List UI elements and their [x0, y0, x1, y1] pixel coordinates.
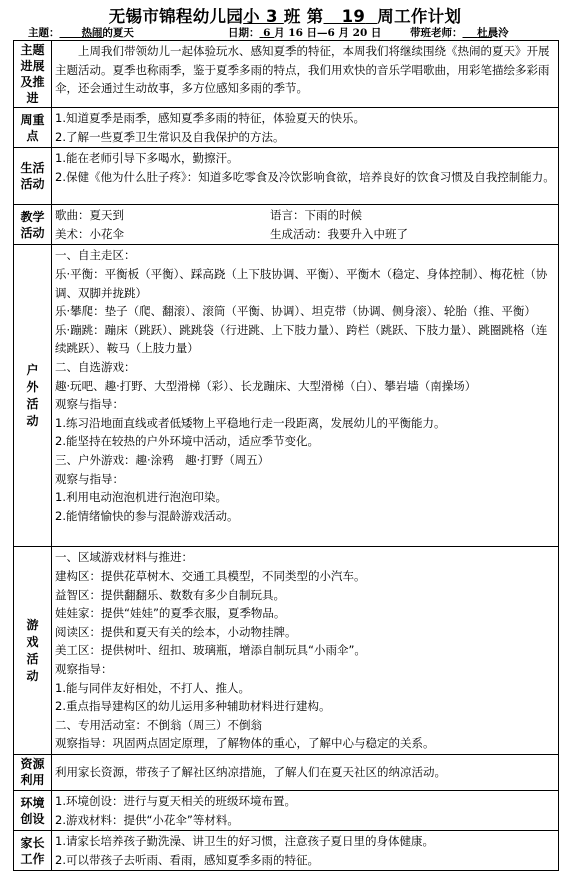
list-item: 2.能坚持在较热的户外环境中活动，适应季节变化。	[55, 434, 319, 449]
list-item: 2.了解一些夏季卫生常识及自我保护的方法。	[55, 129, 285, 144]
theme-progress-text: 上周我们带领幼儿一起体验玩水、感知夏季的特征，本周我们将继续围绕《热闹的夏天》开展主题活动。夏季也称雨季，鉴于夏季多雨的特点，我们用欢快的音乐学唱歌曲，用彩笔描绘多彩雨伞，还会通过生动故事，多方位感知多雨的季节。	[52, 41, 559, 108]
label-environment: 环境创设	[14, 790, 52, 830]
list-item: 建构区：提供花草树木、交通工具模型，不同类型的小汽车。	[55, 568, 366, 583]
label-parents-work: 家长工作	[14, 831, 52, 871]
plan-table	[13, 40, 559, 871]
row-environment	[14, 790, 559, 830]
list-item: 1.请家长培养孩子勤洗澡、讲卫生的好习惯，注意孩子夏日里的身体健康。	[55, 834, 434, 849]
list-item: 一、自主走区：	[55, 248, 136, 263]
list-item: 趣·玩吧、趣·打野、大型滑梯（彩）、长龙蹦床、大型滑梯（白）、攀岩墙（南操场）	[55, 378, 477, 393]
page-title	[0, 3, 570, 27]
label-theme-progress: 主题进展及推进	[14, 41, 52, 108]
label-life-activity: 生活活动	[14, 148, 52, 205]
list-item: 观察与指导：	[55, 397, 124, 412]
class-name: 小 3	[243, 7, 284, 26]
class-suffix: 班 第	[283, 7, 324, 26]
label-game-activity: 游戏活动	[14, 547, 52, 755]
list-item: 2.游戏材料：提供“小花伞”等材料。	[55, 812, 239, 827]
date-value: 6 月 16 日—6 月 20 日	[263, 27, 382, 39]
label-teaching-activity: 教学活动	[14, 205, 52, 245]
list-item: 观察与指导：	[55, 471, 124, 486]
list-item: 1.能在老师引导下多喝水，勤擦汗。	[55, 151, 239, 166]
label-week-focus: 周重点	[14, 108, 52, 148]
list-item: 三、户外游戏：趣·涂鸦 趣·打野（周五）	[55, 452, 270, 467]
list-item: 美工区：提供树叶、纽扣、玻璃瓶，增添自制玩具“小雨伞”。	[55, 643, 366, 658]
row-outdoor-activity	[14, 245, 559, 547]
label-resource-use: 资源利用	[14, 754, 52, 790]
date-label: 日期：	[228, 27, 260, 39]
game-activity-list	[52, 547, 559, 755]
theme-value: 热闹的夏天	[81, 27, 134, 39]
row-game-activity	[14, 547, 559, 755]
environment-list	[52, 790, 559, 830]
list-item: 1.练习沿地面直线或者低矮物上平稳地行走一段距离，发展幼儿的平衡能力。	[55, 415, 446, 430]
outdoor-activity-list	[52, 245, 559, 547]
list-item: 2.可以带孩子去听雨、看雨，感知夏季多雨的特征。	[55, 852, 319, 867]
row-life-activity	[14, 148, 559, 205]
list-item: 1.环境创设：进行与夏天相关的班级环境布置。	[55, 793, 296, 808]
resource-use-text: 利用家长资源，带孩子了解社区纳凉措施，了解人们在夏天社区的纳凉活动。	[52, 754, 559, 790]
list-item: 1.利用电动泡泡机进行泡泡印染。	[55, 490, 227, 505]
teaching-activity-grid	[52, 205, 559, 245]
theme-label: 主题：	[28, 27, 60, 39]
list-item: 1.知道夏季是雨季，感知夏季多雨的特征，体验夏天的快乐。	[55, 111, 365, 125]
list-item: 1.能与同伴友好相处，不打人、推人。	[55, 680, 250, 695]
list-item: 美术：小花伞 生成活动：我要升入中班了	[55, 226, 408, 241]
list-item: 娃娃家：提供“娃娃”的夏季衣服，夏季物品。	[55, 606, 286, 621]
row-week-focus	[14, 108, 559, 148]
label-outdoor-activity: 户外活动	[14, 245, 52, 547]
list-item: 阅读区：提供和夏天有关的绘本，小动物挂牌。	[55, 624, 297, 639]
list-item: 乐·蹦跳：蹦床（跳跃）、跳跳袋（行进跳、上下肢力量）、跨栏（跳跃、下肢力量）、跳圈跳格（连续跳跃）、鞍马（上肢力量）	[55, 322, 548, 356]
list-item: 一、区域游戏材料与推进：	[55, 550, 193, 565]
week-number: 19	[341, 7, 366, 26]
week-focus-list	[52, 108, 559, 148]
teacher-label: 带班老师：	[410, 27, 463, 39]
list-item: 歌曲：夏天到 语言：下雨的时候	[55, 208, 362, 223]
list-item: 2.能情绪愉快的参与混龄游戏活动。	[55, 508, 239, 523]
list-item: 乐·平衡：平衡板（平衡）、踩高跷（上下肢协调、平衡）、平衡木（稳定、身体控制）、梅花桩（协调、双脚并拢跳）	[55, 266, 548, 300]
row-teaching-activity	[14, 205, 559, 245]
list-item: 2.保健《他为什么肚子疼》：知道多吃零食及冷饮影响食欲，培养良好的饮食习惯及自我控制能力。	[55, 169, 555, 184]
row-parents-work	[14, 831, 559, 871]
row-theme-progress	[14, 41, 559, 108]
teacher-value: 杜晨泠	[477, 27, 509, 39]
list-item: 益智区：提供翻翻乐、数数有多少自制玩具。	[55, 587, 285, 602]
list-item: 二、专用活动室：不倒翁（周三）不倒翁	[55, 717, 262, 732]
list-item: 二、自选游戏：	[55, 359, 136, 374]
list-item: 观察指导：巩固两点固定原理，了解物体的重心，了解中心与稳定的关系。	[55, 736, 435, 751]
life-activity-list	[52, 148, 559, 205]
list-item: 2.重点指导建构区的幼儿运用多种辅助材料进行建构。	[55, 699, 331, 714]
list-item: 乐·攀爬：垫子（爬、翻滚）、滚筒（平衡、协调）、坦克带（协调、侧身滚）、轮胎（推、平衡）	[55, 304, 536, 319]
title-suffix: 周工作计划	[377, 7, 462, 26]
list-item: 观察指导：	[55, 661, 113, 676]
parents-work-list	[52, 831, 559, 871]
school-name: 无锡市锦程幼儿园	[108, 7, 244, 26]
row-resource-use	[14, 754, 559, 790]
